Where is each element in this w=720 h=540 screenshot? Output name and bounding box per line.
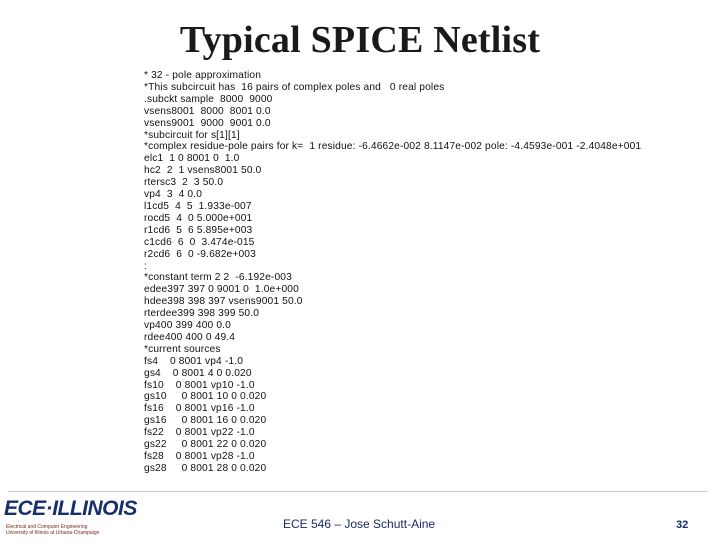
netlist-line: gs22 0 8001 22 0 0.020 [144, 439, 267, 451]
netlist-listing [144, 70, 641, 475]
netlist-line: r1cd6 5 6 5.895e+003 [144, 224, 253, 236]
netlist-line: *This subcircuit has 16 pairs of complex poles and 0 real poles [144, 81, 445, 93]
netlist-line: : [144, 260, 147, 272]
netlist-line: gs10 0 8001 10 0 0.020 [144, 391, 267, 403]
netlist-line: gs28 0 8001 28 0 0.020 [144, 462, 267, 474]
netlist-line: *constant term 2 2 -6.192e-003 [144, 272, 292, 284]
netlist-line: vp400 399 400 0.0 [144, 320, 231, 332]
slide-title: Typical SPICE Netlist [179, 19, 541, 61]
netlist-line: * 32 - pole approximation [144, 70, 262, 81]
netlist-line: rdee400 400 0 49.4 [144, 331, 236, 343]
netlist-line: *subcircuit for s[1][1] [144, 129, 240, 141]
netlist-line: gs4 0 8001 4 0 0.020 [144, 367, 252, 379]
ece-illinois-logo [4, 497, 137, 539]
netlist-line: rocd5 4 0 5.000e+001 [144, 212, 253, 224]
logo-separator: · [45, 497, 53, 520]
footer-course-author: ECE 546 – Jose Schutt-Aine [283, 517, 436, 531]
footer-divider [8, 491, 708, 492]
logo-wordmark [4, 497, 137, 521]
netlist-line: *complex residue-pole pairs for k= 1 residue: -6.4662e-002 8.1147e-002 pole: -4.4593e-001 -2.4048e+001 [144, 141, 642, 153]
netlist-line: edee397 397 0 9001 0 1.0e+000 [144, 284, 299, 296]
logo-ece-text: ECE [4, 497, 46, 520]
netlist-line: vsens8001 8000 8001 0.0 [144, 105, 271, 117]
netlist-line: c1cd6 6 0 3.474e-015 [144, 236, 255, 248]
netlist-line: gs16 0 8001 16 0 0.020 [144, 415, 267, 427]
netlist-line: hc2 2 1 vsens8001 50.0 [144, 165, 262, 177]
netlist-line: elc1 1 0 8001 0 1.0 [144, 153, 240, 165]
netlist-line: fs4 0 8001 vp4 -1.0 [144, 355, 244, 367]
logo-subtitle [6, 524, 134, 536]
netlist-line: *current sources [144, 343, 221, 355]
logo-subtitle-line-2: University of Illinois at Urbana-Champaign [6, 530, 100, 536]
netlist-line: fs22 0 8001 vp22 -1.0 [144, 427, 255, 439]
netlist-line: vp4 3 4 0.0 [144, 189, 203, 201]
netlist-line: rterdee399 398 399 50.0 [144, 308, 260, 320]
netlist-line: .subckt sample 8000 9000 [144, 93, 273, 105]
netlist-line: l1cd5 4 5 1.933e-007 [144, 200, 252, 212]
netlist-line: r2cd6 6 0 -9.682e+003 [144, 248, 256, 260]
netlist-line: fs16 0 8001 vp16 -1.0 [144, 403, 255, 415]
netlist-line: fs10 0 8001 vp10 -1.0 [144, 379, 255, 391]
logo-subtitle-line-1: Electrical and Computer Engineering [6, 524, 88, 530]
netlist-line: rtersc3 2 3 50.0 [144, 177, 224, 189]
page-number: 32 [676, 519, 689, 531]
logo-illinois-text: ILLINOIS [52, 497, 137, 520]
netlist-line: fs28 0 8001 vp28 -1.0 [144, 451, 255, 462]
netlist-line: hdee398 398 397 vsens9001 50.0 [144, 296, 303, 308]
netlist-line: vsens9001 9000 9001 0.0 [144, 117, 271, 129]
